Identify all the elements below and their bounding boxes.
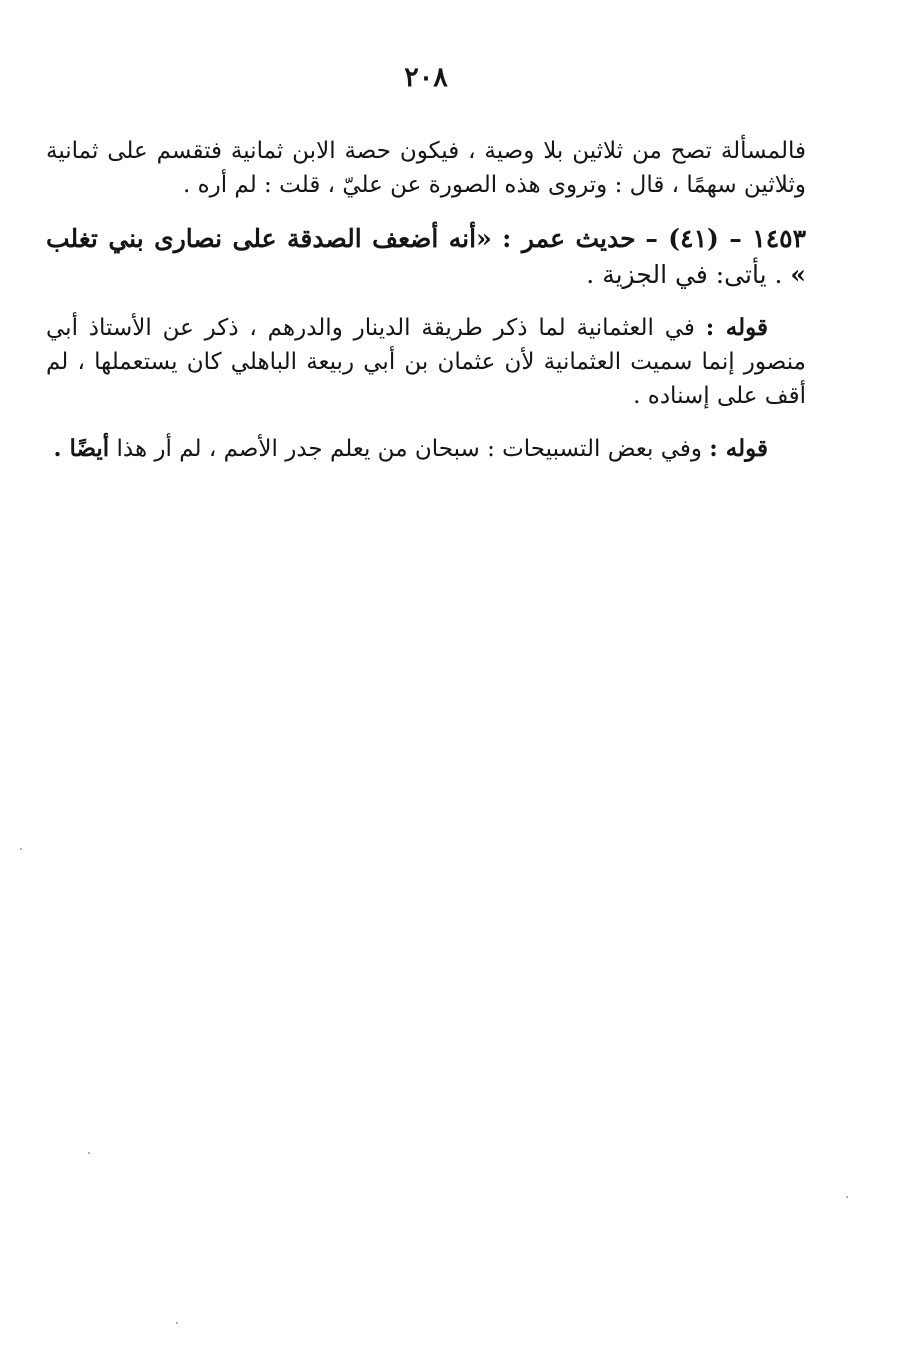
paragraph-4-tail: أيضًا .	[53, 435, 110, 462]
hadith-number: ١٤٥٣ – (٤١) –	[645, 224, 806, 253]
paragraph-3-text: في العثمانية لما ذكر طريقة الدينار والدرهم ، ذكر عن الأستاذ أبي منصور إنما سميت العثمانية لأن عثمان بن أبي ربيعة الباهلي كان يستعملها ، لم أقف على إسناده .	[46, 315, 806, 409]
paragraph-4-lead: قوله :	[709, 435, 768, 462]
scan-speck	[846, 1196, 848, 1198]
hadith-note: . يأتى: في الجزية .	[586, 260, 783, 289]
body-text	[46, 134, 806, 485]
paragraph-1	[46, 134, 806, 202]
hadith-title: حديث عمر : «أنه أضعف الصدقة على نصارى بني تغلب »	[46, 224, 806, 289]
paragraph-1-text: فالمسألة تصح من ثلاثين بلا وصية ، فيكون حصة الابن ثمانية فتقسم على ثمانية وثلاثين سهمًا ، قال : وتروى هذه الصورة عن عليّ ، قلت : لم أره .	[46, 138, 806, 198]
paragraph-4-text: وفي بعض التسبيحات : سبحان من يعلم جدر الأصم ، لم أر هذا	[116, 436, 702, 462]
page-number: ٢٠٨	[404, 62, 448, 93]
paragraph-uthmaniyya	[46, 311, 806, 413]
scan-speck	[176, 1322, 178, 1324]
hadith-entry-1453	[46, 221, 806, 293]
paragraph-tasbihat	[46, 432, 806, 466]
scan-speck	[20, 848, 22, 850]
scan-speck	[88, 1152, 90, 1154]
paragraph-3-lead: قوله :	[705, 314, 768, 341]
